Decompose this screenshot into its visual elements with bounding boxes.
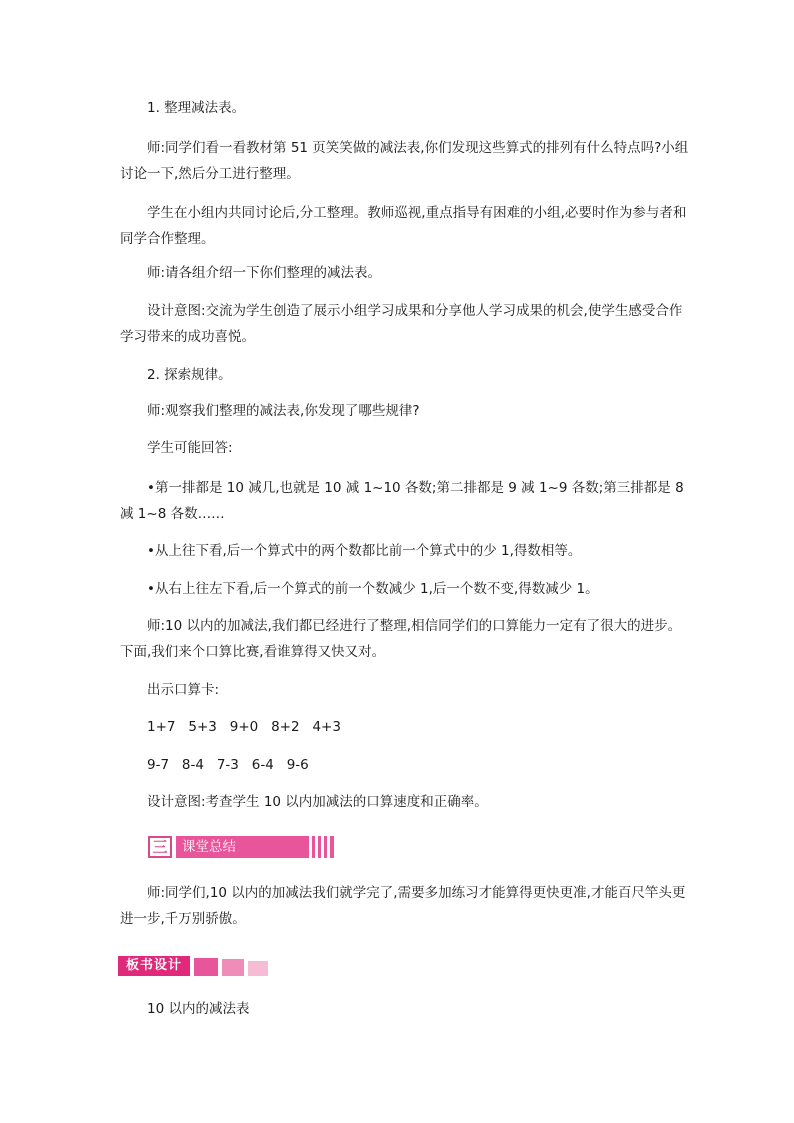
oral-cards-row-1: 1+7 5+3 9+0 8+2 4+3 xyxy=(147,719,341,735)
paragraph-student-activity: 学生在小组内共同讨论后,分工整理。教师巡视,重点指导有困难的小组,必要时作为参与者和同学合作整理。 xyxy=(120,205,687,247)
paragraph-student-answer-intro: 学生可能回答: xyxy=(147,440,233,456)
paragraph-teacher-question-2: 师:请各组介绍一下你们整理的减法表。 xyxy=(147,265,382,281)
banner-square-decoration xyxy=(194,958,218,976)
section-number: 三 xyxy=(148,836,172,858)
banner-square-decoration xyxy=(222,959,244,976)
paragraph-summary: 师:同学们,10 以内的加减法我们就学完了,需要多加练习才能算得更快更准,才能百尺竿头更进一步,千万别骄傲。 xyxy=(120,885,686,927)
paragraph-design-intent-2: 设计意图:考查学生 10 以内加减法的口算速度和正确率。 xyxy=(147,794,488,810)
section-banner-summary xyxy=(148,836,334,858)
section-banner-title: 课堂总结 xyxy=(182,839,236,855)
oral-cards-row-2: 9-7 8-4 7-3 6-4 9-6 xyxy=(147,757,309,773)
paragraph-design-intent-1: 设计意图:交流为学生创造了展示小组学习成果和分享他人学习成果的机会,使学生感受合作学习带来的成功喜悦。 xyxy=(120,303,683,345)
list-item-rule-2: •从上往下看,后一个算式中的两个数都比前一个算式中的少 1,得数相等。 xyxy=(147,543,582,559)
paragraph-teacher-question-3: 师:观察我们整理的减法表,你发现了哪些规律? xyxy=(147,403,420,419)
list-item-rule-1: •第一排都是 10 减几,也就是 10 减 1~10 各数;第二排都是 9 减 1~9 各数;第三排都是 8 减 1~8 各数…… xyxy=(120,480,684,522)
board-design-label: 板书设计 xyxy=(118,956,190,976)
board-title: 10 以内的减法表 xyxy=(147,1001,250,1017)
banner-stripes-decoration xyxy=(309,836,330,858)
list-item-rule-3: •从右上往左下看,后一个算式的前一个数减少 1,后一个数不变,得数减少 1。 xyxy=(147,581,599,597)
paragraph-show-cards: 出示口算卡: xyxy=(147,682,220,698)
banner-square-decoration xyxy=(248,961,268,976)
paragraph-teacher-question-1: 师:同学们看一看教材第 51 页笑笑做的减法表,你们发现这些算式的排列有什么特点吗?小组讨论一下,然后分工进行整理。 xyxy=(120,140,689,182)
section-banner-title-box xyxy=(176,836,334,858)
section-heading-organize: 1. 整理减法表。 xyxy=(147,100,246,116)
section-heading-explore: 2. 探索规律。 xyxy=(147,367,232,383)
paragraph-teacher-question-4: 师:10 以内的加减法,我们都已经进行了整理,相信同学们的口算能力一定有了很大的进步。下面,我们来个口算比赛,看谁算得又快又对。 xyxy=(120,618,682,660)
board-design-banner xyxy=(118,956,268,976)
